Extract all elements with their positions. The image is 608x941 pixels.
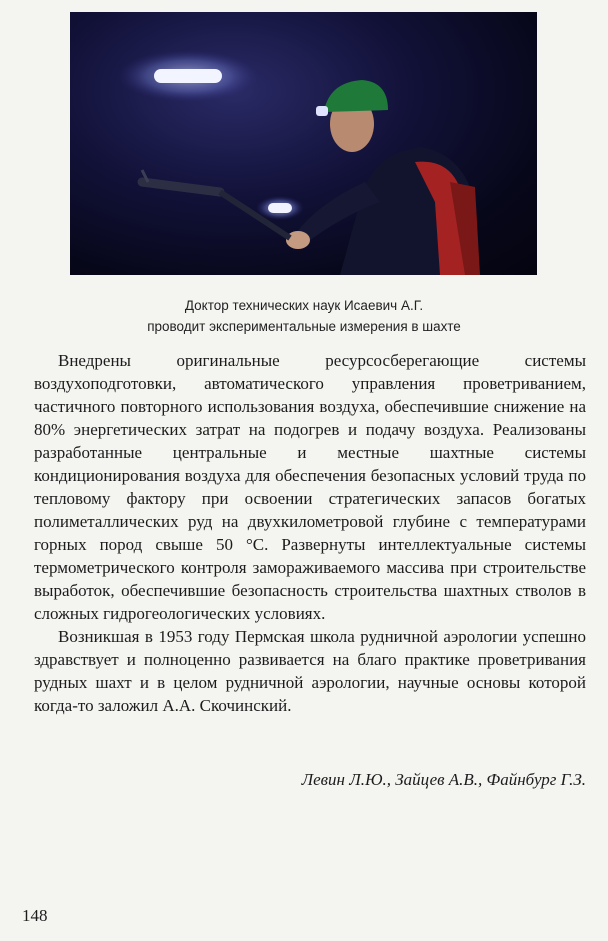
article-body bbox=[34, 349, 586, 717]
mine-photo bbox=[70, 12, 537, 275]
authors-signature: Левин Л.Ю., Зайцев А.В., Файнбург Г.З. bbox=[301, 770, 586, 789]
paragraph-1: Внедрены оригинальные ресурсосберегающие системы воздухоподготовки, автоматического управления проветриванием, частичного повторного использования воздуха, обеспечившие снижение на 80% энергетических затрат на подогрев и подачу воздуха. Реализованы разработанные центральные и местные шахтные системы кондиционирования воздуха для обеспечения безопасных условий труда по тепловому фактору при освоении стратегических запасов богатых полиметаллических руд на двухкилометровой глубине с температурами горных пород свыше 50 °С. Развернуты интеллектуальные системы термометрического контроля замораживаемого массива при строительстве выработок, обеспечившие безопасность строительства шахтных стволов в сложных гидрогеологических условиях. bbox=[34, 351, 586, 623]
caption-line-2: проводит экспериментальные измерения в шахте bbox=[147, 319, 461, 334]
paragraph-2: Возникшая в 1953 году Пермская школа рудничной аэрологии успешно здравствует и полноценно развивается на благо практике проветривания рудных шахт и в целом рудничной аэрологии, научные основы которой когда-то заложил А.А. Скочинский. bbox=[34, 627, 586, 715]
mine-photo-illustration bbox=[70, 12, 537, 275]
photo-caption bbox=[0, 295, 608, 337]
caption-line-1: Доктор технических наук Исаевич А.Г. bbox=[184, 298, 424, 313]
page-number: 148 bbox=[22, 906, 48, 925]
